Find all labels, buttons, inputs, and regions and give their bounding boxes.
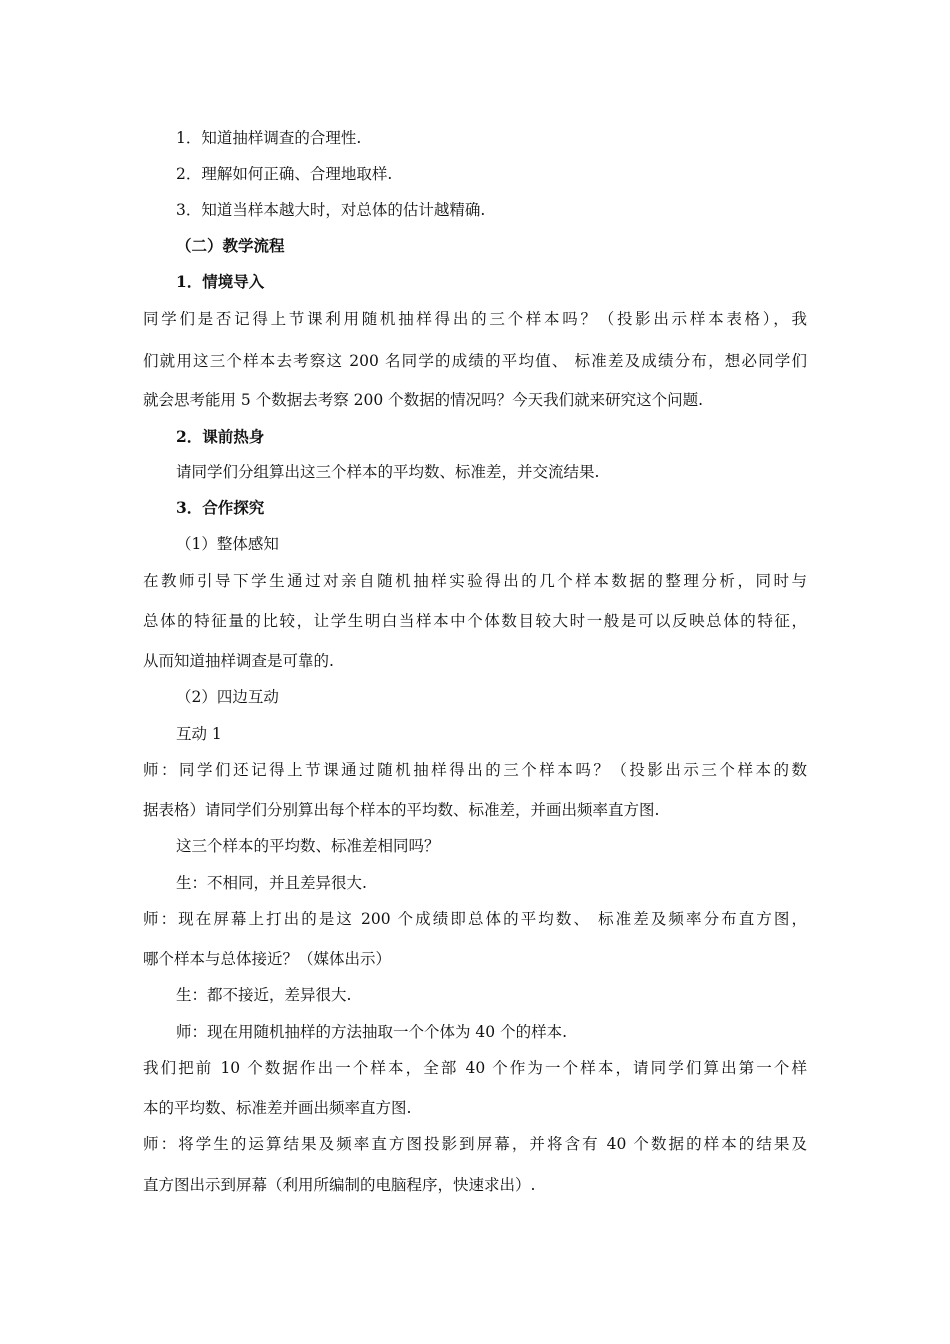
paragraph-line: 我们把前 10 个数据作出一个样本，全部 40 个作为一个样本，请同学们算出第一个样 — [143, 1059, 807, 1077]
paragraph-line: 总体的特征量的比较，让学生明白当样本中个体数目较大时一般是可以反映总体的特征， — [143, 612, 807, 630]
paragraph-line: 这三个样本的平均数、标准差相同吗？ — [176, 837, 440, 855]
paragraph-line: 们就用这三个样本去考察这 200 名同学的成绩的平均值、 标准差及成绩分布，想必同学们 — [143, 352, 807, 370]
paragraph-line: 据表格）请同学们分别算出每个样本的平均数、标准差，并画出频率直方图. — [143, 801, 660, 819]
subheading-four-way-interaction: （2）四边互动 — [176, 688, 279, 706]
paragraph-line: 同学们是否记得上节课利用随机抽样得出的三个样本吗？（投影出示样本表格），我 — [143, 310, 807, 328]
paragraph-line: 就会思考能用 5 个数据去考察 200 个数据的情况吗？今天我们就来研究这个问题. — [143, 391, 704, 409]
interaction-label: 互动 1 — [176, 725, 222, 743]
paragraph-line: 从而知道抽样调查是可靠的. — [143, 652, 334, 670]
paragraph-line: 师：同学们还记得上节课通过随机抽样得出的三个样本吗？（投影出示三个样本的数 — [143, 761, 807, 779]
paragraph-line: 师：现在屏幕上打出的是这 200 个成绩即总体的平均数、 标准差及频率分布直方图， — [143, 910, 807, 928]
subheading-warmup: 2．课前热身 — [176, 427, 265, 446]
paragraph-line: 师：现在用随机抽样的方法抽取一个个体为 40 个的样本. — [176, 1023, 568, 1041]
paragraph-line: 师：将学生的运算结果及频率直方图投影到屏幕，并将含有 40 个数据的样本的结果及 — [143, 1135, 807, 1153]
paragraph-line: 生：都不接近，差异很大. — [176, 986, 352, 1004]
subheading-cooperative-inquiry: 3．合作探究 — [176, 498, 265, 517]
objective-2: 2．理解如何正确、合理地取样. — [176, 165, 393, 183]
subheading-overall-perception: （1）整体感知 — [176, 535, 279, 553]
paragraph-line: 本的平均数、标准差并画出频率直方图. — [143, 1099, 412, 1117]
paragraph-line: 在教师引导下学生通过对亲自随机抽样实验得出的几个样本数据的整理分析，同时与 — [143, 572, 807, 590]
subheading-scenario-intro: 1．情境导入 — [176, 272, 265, 291]
paragraph-line: 哪个样本与总体接近？（媒体出示） — [143, 950, 392, 968]
paragraph-line: 生：不相同，并且差异很大. — [176, 874, 367, 892]
paragraph-line: 直方图出示到屏幕（利用所编制的电脑程序，快速求出）. — [143, 1176, 536, 1194]
objective-3: 3．知道当样本越大时，对总体的估计越精确. — [176, 201, 486, 219]
section-heading-teaching-process: （二）教学流程 — [176, 236, 285, 255]
objective-1: 1．知道抽样调查的合理性. — [176, 129, 362, 147]
paragraph-line: 请同学们分组算出这三个样本的平均数、标准差，并交流结果. — [176, 463, 600, 481]
